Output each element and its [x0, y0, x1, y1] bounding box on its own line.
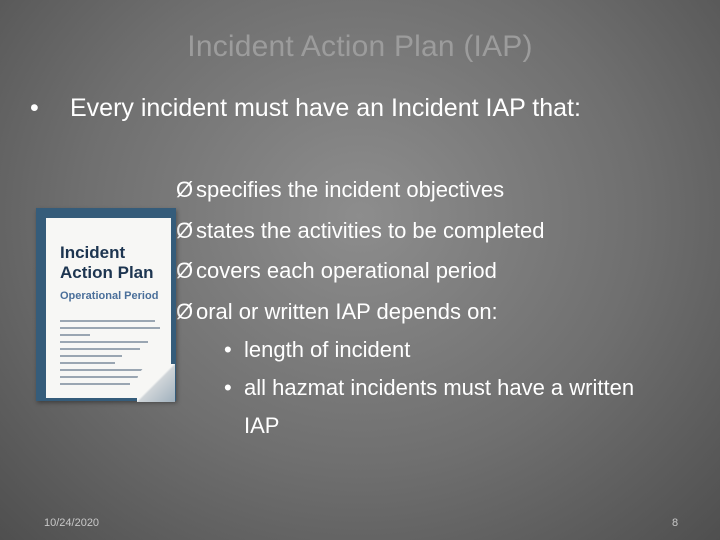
footer-date: 10/24/2020 [44, 517, 100, 529]
sub-bullet-text: oral or written IAP depends on: [196, 298, 498, 324]
document-title: Incident Action Plan [60, 243, 154, 282]
document-line [60, 383, 130, 385]
document-line [60, 327, 160, 329]
sub-bullet-item [176, 211, 706, 252]
document-line [60, 334, 90, 336]
iap-document-image [36, 208, 176, 401]
sub-bullet-item [176, 292, 706, 333]
sub-bullet-item [176, 170, 706, 211]
slide-number: 8 [672, 517, 679, 529]
slide-title: Incident Action Plan (IAP) [187, 30, 533, 63]
sub-sub-bullet-item [224, 331, 664, 369]
sub-sub-bullet-item [224, 369, 664, 445]
main-bullet [30, 92, 680, 125]
bullet-icon: • [224, 375, 232, 400]
page-curl-icon [137, 364, 175, 402]
sub-sub-bullet-list [224, 331, 664, 445]
sub-sub-bullet-text: all hazmat incidents must have a written IAP [244, 375, 635, 438]
sub-bullet-item [176, 251, 706, 292]
sub-bullet-list [176, 170, 706, 332]
main-bullet-text: Every incident must have an Incident IAP that: [70, 94, 581, 122]
document-line [60, 320, 155, 322]
document-line [60, 355, 122, 357]
sub-sub-bullet-text: length of incident [244, 337, 411, 362]
sub-bullet-text: specifies the incident objectives [196, 177, 505, 202]
document-page [46, 218, 171, 398]
arrow-bullet-icon: Ø [176, 217, 194, 243]
sub-bullet-text: covers each operational period [196, 258, 497, 283]
document-line [60, 348, 140, 350]
sub-bullet-text: states the activities to be completed [196, 217, 545, 243]
document-line [60, 369, 152, 371]
bullet-icon: • [224, 337, 232, 362]
arrow-bullet-icon: Ø [176, 177, 194, 202]
document-line [60, 362, 115, 364]
document-subtitle: Operational Period [60, 290, 159, 302]
bullet-icon: • [30, 94, 39, 122]
arrow-bullet-icon: Ø [176, 298, 194, 324]
arrow-bullet-icon: Ø [176, 258, 194, 283]
document-line [60, 341, 148, 343]
